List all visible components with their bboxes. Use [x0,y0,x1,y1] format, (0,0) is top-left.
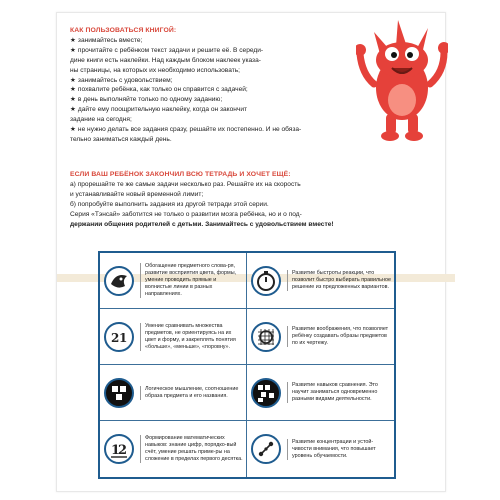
instruction-line: задание на сегодня; [70,116,132,124]
svg-text:2: 2 [118,443,128,458]
instruction-line: ★ похвалите ребёнка, как только он справится с задачей; [70,86,248,94]
instruction-line: дине книги есть наклейки. Над каждым блоком наклеек указа- [70,56,261,64]
skill-cell [100,253,247,309]
more-tasks-heading: ЕСЛИ ВАШ РЕБЁНОК ЗАКОНЧИЛ ВСЮ ТЕТРАДЬ И ХОЧЕТ ЕЩЁ: [70,171,291,178]
skill-text: Развитие воображения, что позволяет ребёнку создавать образы предметов по их чертежу. [287,326,391,347]
svg-text:2: 2 [111,330,120,345]
svg-text:1: 1 [119,330,128,345]
skill-cell [100,365,247,421]
skill-text: Формирование математических навыков: знание цифр, порядко-вый счёт, умение решать приме-ры на сложение в пределах первого десятка. [140,435,243,463]
star-icon: ★ [70,96,76,104]
puzzle-icon [104,378,134,408]
star-icon: ★ [70,106,76,114]
star-icon: ★ [70,126,76,134]
paragraph-line: держании общения родителей с детьми. Занимайтесь с удовольствием вместе! [70,220,334,228]
skill-text: Обогащение предметного слова-ря, развитие восприятия цвета, формы, умение проводить прямые и волнистые линии в разных направлениях. [140,263,243,298]
skill-text: Развитие быстроты реакции, что позволит быстро выбирать правильное решение из предложенных вариантов. [287,270,391,291]
instruction-line: ★ занимайтесь с удовольствием; [70,76,173,84]
star-icon: ★ [70,86,76,94]
more-tasks-block [70,170,400,229]
numbers-icon [104,322,134,352]
instructions-block [70,26,380,145]
instruction-line: ★ дайте ему поощрительную наклейку, когда он закончит [70,106,248,114]
paragraph-line: и устанавливайте новый временной лимит; [70,190,204,198]
grid-circle-icon [251,322,281,352]
skill-text: Логическое мышление, соотношение образа предмета и его названия. [140,386,243,400]
skill-text: Развитие концентрации и устой-чивости внимания, что повышает уровень обучаемости. [287,439,391,460]
instructions-heading: КАК ПОЛЬЗОВАТЬСЯ КНИГОЙ: [70,27,177,34]
dots-icon [251,434,281,464]
instruction-line: ★ прочитайте с ребёнком текст задачи и решите её. В середи- [70,46,264,54]
svg-text:1: 1 [111,443,121,458]
instruction-line: ★ не нужно делать все задания сразу, решайте их постепенно. И не обяза- [70,126,302,134]
skill-cell [247,309,394,365]
skill-text: Умение сравнивать множества предметов, не ориентируясь на их цвет и форму, и закреплять понятия «больше», «меньше», «поровну». [140,323,243,351]
skill-cell [100,421,247,477]
skill-cell [247,365,394,421]
instruction-line: тельно заниматься каждый день. [70,135,172,143]
palette-icon [104,266,134,296]
stopwatch-icon [251,266,281,296]
paragraph-line: а) прорешайте те же самые задачи несколько раз. Решайте их на скорость [70,180,301,188]
skill-cell [247,421,394,477]
star-icon: ★ [70,36,76,44]
pattern-icon [251,378,281,408]
paragraph-line: б) попробуйте выполнить задания из другой тетради этой серии. [70,200,269,208]
fraction-icon [104,434,134,464]
instruction-line: ны страницы, на которых их необходимо использовать; [70,66,241,74]
skills-table [98,251,396,479]
paragraph-line: Серия «Тэнсай» заботится не только о развитии мозга ребёнка, но и о под- [70,210,302,218]
skill-cell [100,309,247,365]
skill-text: Развитие навыков сравнения. Это научит заниматься одновременно разными видами деятельности. [287,382,391,403]
star-icon: ★ [70,76,76,84]
instruction-line: ★ занимайтесь вместе; [70,36,143,44]
instruction-line: ★ в день выполняйте только по одному заданию; [70,96,223,104]
star-icon: ★ [70,46,76,54]
skill-cell [247,253,394,309]
